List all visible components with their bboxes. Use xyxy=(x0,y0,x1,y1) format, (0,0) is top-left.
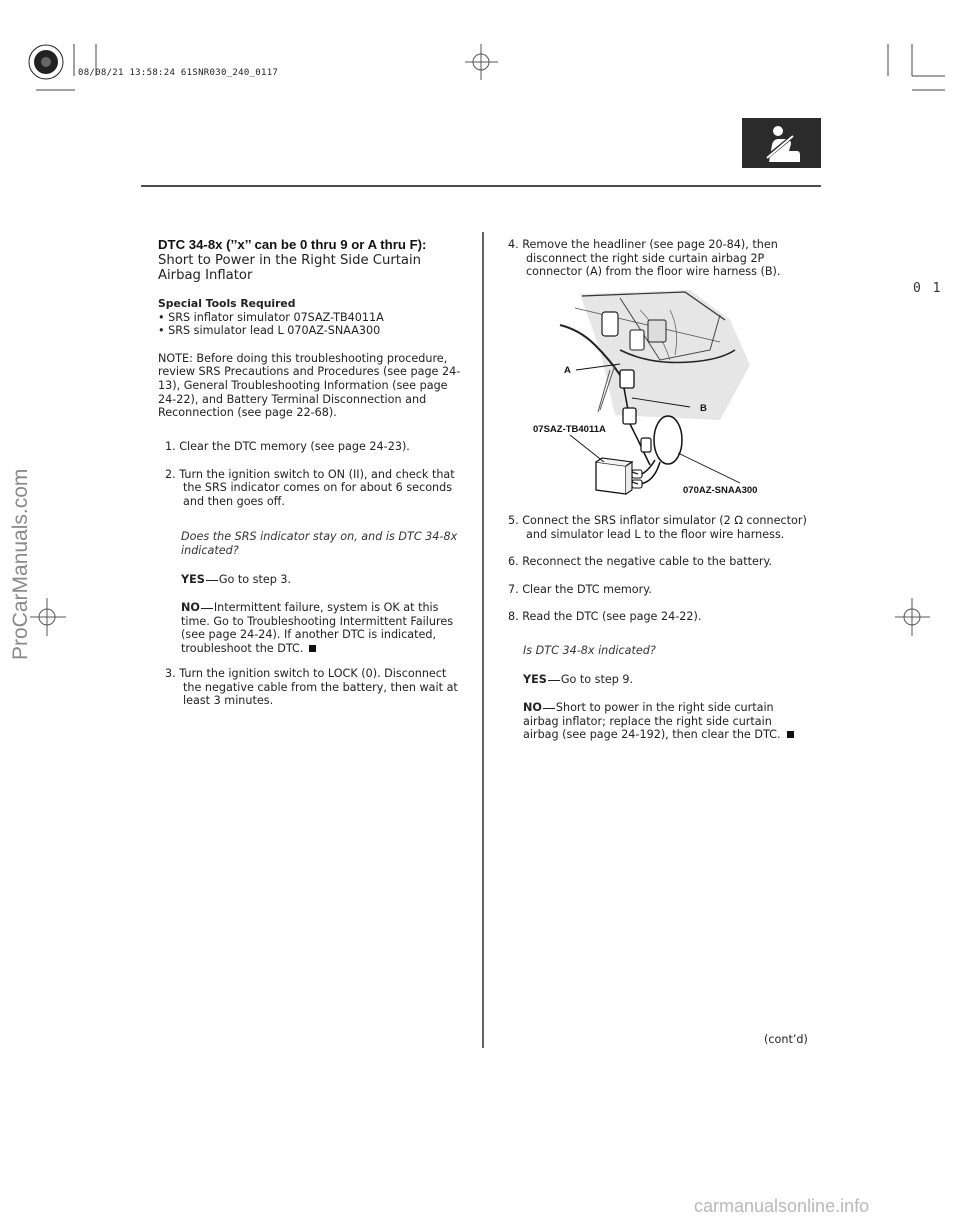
dash xyxy=(548,680,560,681)
section-header xyxy=(158,237,478,284)
yes-text: Go to step 3. xyxy=(218,573,292,586)
yes-label: YES xyxy=(523,673,547,686)
dtc-subtitle-line1: Short to Power in the Right Side Curtain xyxy=(158,253,422,268)
callout-b: B xyxy=(700,403,707,414)
right-step-4 xyxy=(508,238,808,279)
side-tab: 0 1 xyxy=(913,281,943,296)
left-step-3 xyxy=(165,667,467,708)
end-mark xyxy=(309,645,316,652)
no-branch-left xyxy=(181,601,466,655)
dtc-title: DTC 34-8x (’’x’’ can be 0 thru 9 or A thru F): xyxy=(158,237,427,252)
tools-heading: Special Tools Required xyxy=(158,297,296,310)
end-mark xyxy=(787,731,794,738)
no-text: Short to power in the right side curtain airbag inflator; replace the right side curtain airbag (see page 24-192), then clear the DTC. xyxy=(523,701,781,742)
dash xyxy=(206,580,218,581)
watermark-left: ProCarManuals.com xyxy=(9,468,32,660)
print-stamp: 08/08/21 13:58:24 61SNR030_240_0117 xyxy=(78,68,279,78)
crosshair-right xyxy=(895,598,930,636)
callout-simulator: 07SAZ-TB4011A xyxy=(533,424,606,435)
step-3: 3. Turn the ignition switch to LOCK (0). Disconnect the negative cable from the battery, then wait at least 3 minutes. xyxy=(165,667,458,708)
step-7: 7. Clear the DTC memory. xyxy=(508,582,652,596)
left-steps xyxy=(165,440,467,508)
connector-illustration xyxy=(520,290,810,500)
step-6: 6. Reconnect the negative cable to the battery. xyxy=(508,555,773,569)
step-1: 1. Clear the DTC memory (see page 24-23). xyxy=(165,440,410,453)
yes-text: Go to step 9. xyxy=(560,673,634,686)
yes-label: YES xyxy=(181,573,205,586)
no-label: NO xyxy=(523,701,542,714)
tool-item: • SRS simulator lead L 070AZ-SNAA300 xyxy=(158,324,381,338)
continued-note: (cont’d) xyxy=(764,1033,808,1046)
crosshair-top-center xyxy=(465,44,498,80)
connector-figure xyxy=(520,290,810,500)
step-8: 8. Read the DTC (see page 24-22). xyxy=(508,610,702,624)
no-text: Intermittent failure, system is OK at this time. Go to Troubleshooting Intermittent Failures (see page 24-24). If another DTC is indicated, troubleshoot the DTC. xyxy=(181,601,454,655)
question-right: Is DTC 34-8x indicated? xyxy=(523,644,656,657)
watermark-bottom: carmanualsonline.info xyxy=(694,1196,870,1216)
crosshair-left xyxy=(30,598,66,636)
seatbelt-icon xyxy=(742,118,821,168)
dtc-subtitle-line2: Airbag Inflator xyxy=(158,268,253,284)
step-4: 4. Remove the headliner (see page 20-84), then disconnect the right side curtain airbag 2P connector (A) from the floor wire harness (B). xyxy=(508,238,781,279)
step-5: 5. Connect the SRS inflator simulator (2 Ω connector) and simulator lead L to the floor wire harness. xyxy=(508,514,807,541)
tool-item: • SRS inflator simulator 07SAZ-TB4011A xyxy=(158,310,384,324)
left-column xyxy=(158,297,468,420)
no-label: NO xyxy=(181,601,200,614)
callout-lead: 070AZ-SNAA300 xyxy=(683,485,758,496)
no-branch-right xyxy=(523,701,808,742)
registration-target-top-left xyxy=(29,45,63,79)
dash xyxy=(543,708,555,709)
callout-a: A xyxy=(564,365,571,376)
question-left: Does the SRS indicator stay on, and is DTC 34-8x indicated? xyxy=(181,530,458,557)
note: NOTE: Before doing this troubleshooting procedure, review SRS Precautions and Procedures (see page 24-13), General Troubleshooting Information (see page 24-22), and Battery Terminal Disconnection and Reconnection (see page 22-68). xyxy=(158,351,461,420)
right-steps xyxy=(508,514,808,624)
yes-branch-left xyxy=(181,573,471,587)
step-2: 2. Turn the ignition switch to ON (II), and check that the SRS indicator comes on for about 6 seconds and then goes off. xyxy=(165,467,455,508)
dash xyxy=(201,608,213,609)
yes-branch-right xyxy=(523,673,808,687)
